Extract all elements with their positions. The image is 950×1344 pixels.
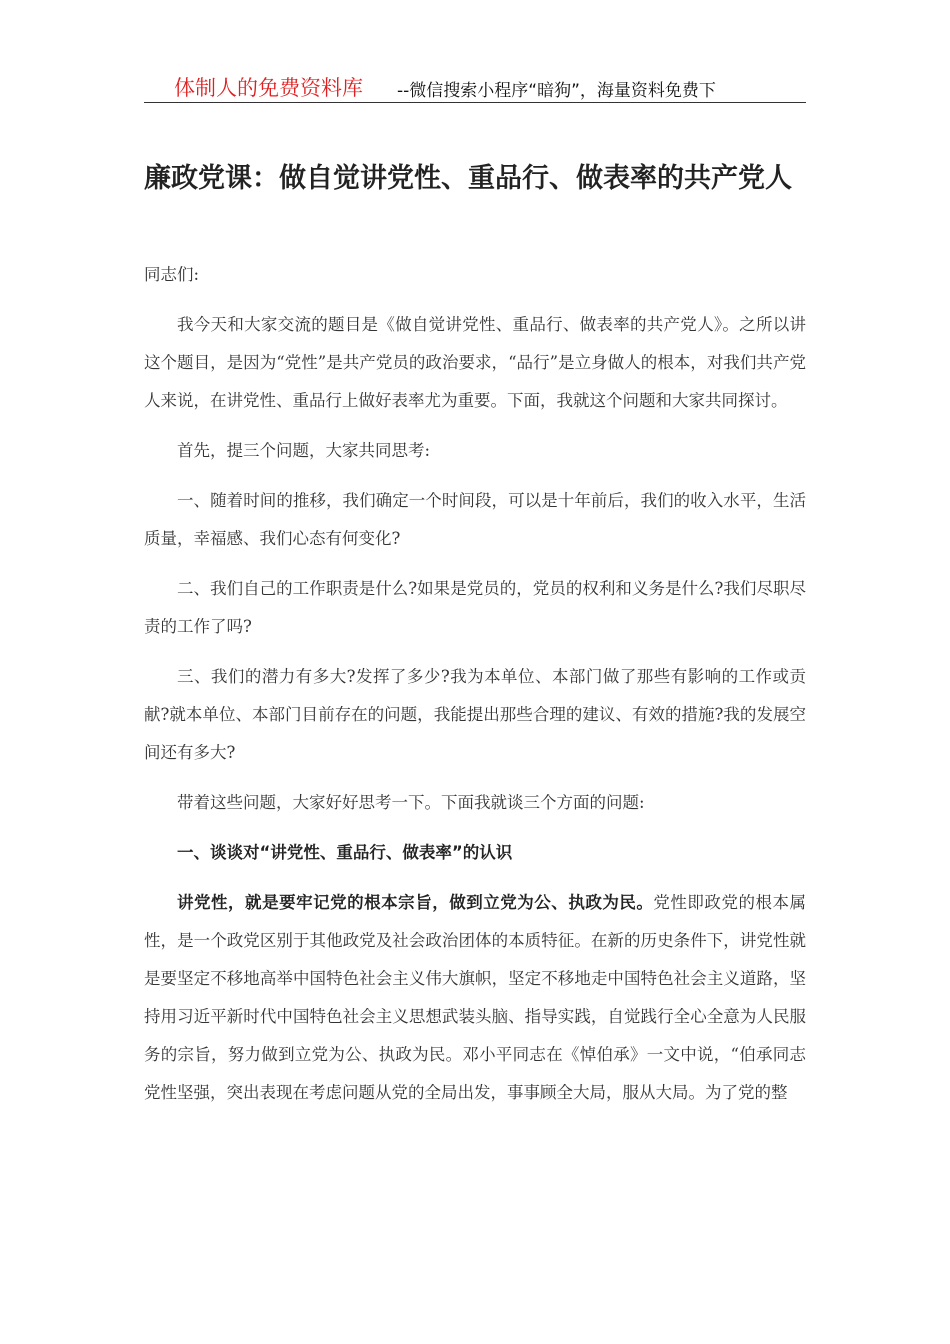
paragraph: 带着这些问题，大家好好思考一下。下面我就谈三个方面的问题: <box>177 793 645 812</box>
header-tagline: --微信搜索小程序“暗狗”，海量资料免费下 <box>397 81 716 101</box>
section-heading: 一、谈谈对“讲党性、重品行、做表率”的认识 <box>177 843 513 862</box>
lead-rest-text: 党性即政党的根本属性，是一个政党区别于其他政党及社会政治团体的本质特征。在新的历史条件下，讲党性就是要坚定不移地高举中国特色社会主义伟大旗帜，坚定不移地走中国特色社会主义道路，坚持用习近平新时代中国特色社会主义思想武装头脑、指导实践，自觉践行全心全意为人民服务的宗旨，努力做到立党为公、执政为民。邓小平同志在《悼伯承》一文中说，“伯承同志党性坚强，突出表现在考虑问题从党的全局出发，事事顾全大局，服从大局。为了党的整 <box>144 893 807 1102</box>
document-title: 廉政党课：做自觉讲党性、重品行、做表率的共产党人 <box>144 163 792 194</box>
header-brand: 体制人的免费资料库 <box>174 76 363 100</box>
salutation: 同志们: <box>144 265 200 284</box>
paragraph-lead <box>144 884 806 1112</box>
paragraph: 我今天和大家交流的题目是《做自觉讲党性、重品行、做表率的共产党人》。之所以讲这个题目，是因为“党性”是共产党员的政治要求，“品行”是立身做人的根本，对我们共产党人来说，在讲党性、重品行上做好表率尤为重要。下面，我就这个问题和大家共同探讨。 <box>144 315 806 410</box>
lead-bold-text: 讲党性，就是要牢记党的根本宗旨，做到立党为公、执政为民。 <box>177 893 654 912</box>
paragraph: 一、随着时间的推移，我们确定一个时间段，可以是十年前后，我们的收入水平，生活质量，幸福感、我们心态有何变化? <box>144 491 806 548</box>
document-body <box>144 256 806 1124</box>
paragraph: 二、我们自己的工作职责是什么?如果是党员的，党员的权利和义务是什么?我们尽职尽责的工作了吗? <box>144 579 806 636</box>
paragraph: 三、我们的潜力有多大?发挥了多少?我为本单位、本部门做了那些有影响的工作或贡献?就本单位、本部门目前存在的问题，我能提出那些合理的建议、有效的措施?我的发展空间还有多大? <box>144 667 806 762</box>
paragraph: 首先，提三个问题，大家共同思考: <box>177 441 431 460</box>
page-header <box>144 70 806 103</box>
